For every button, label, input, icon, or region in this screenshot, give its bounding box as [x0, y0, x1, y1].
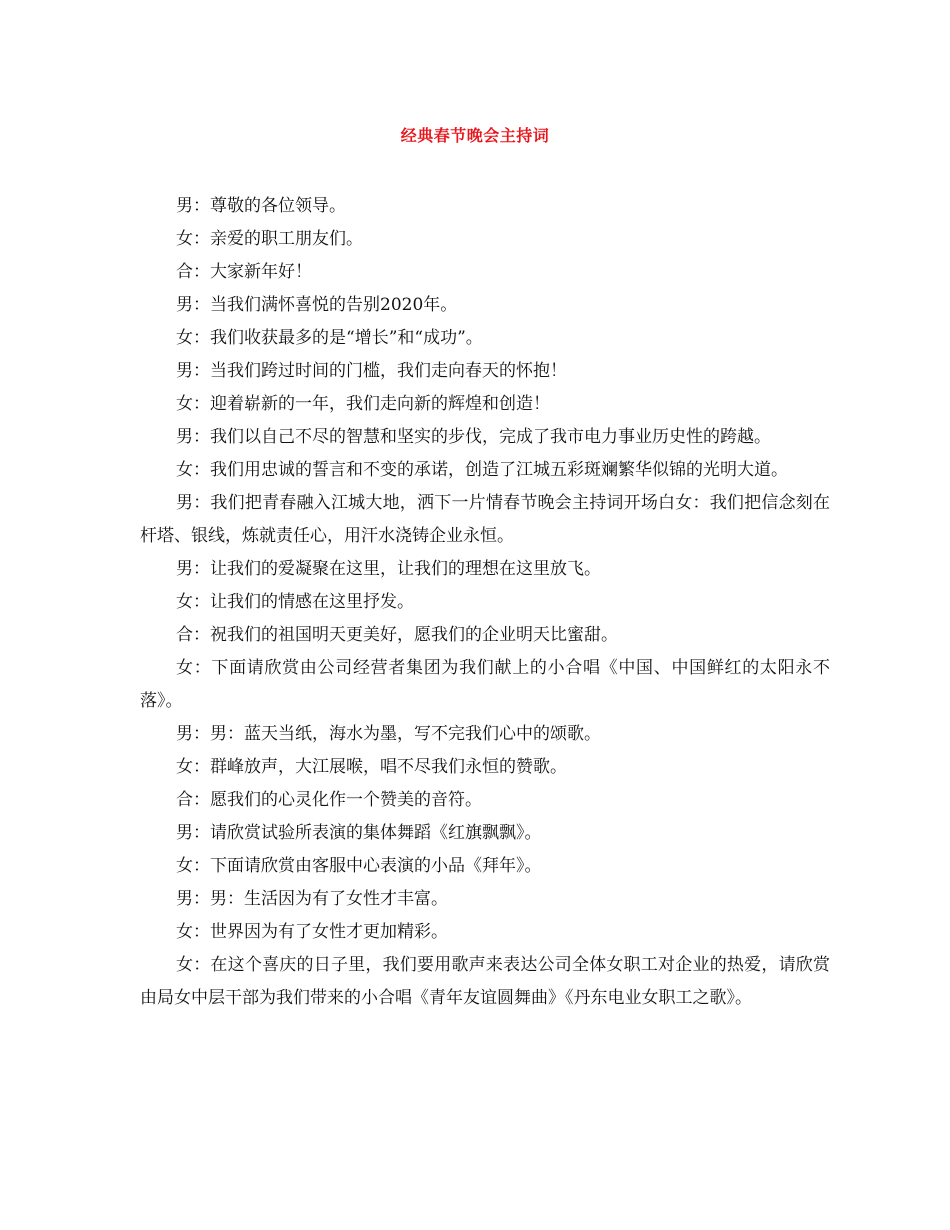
- paragraph: 女：下面请欣赏由公司经营者集团为我们献上的小合唱《中国、中国鲜红的太阳永不落》。: [140, 658, 830, 711]
- paragraph: 女：亲爱的职工朋友们。: [176, 229, 363, 249]
- document-body: [140, 190, 830, 1015]
- paragraph: 女：我们收获最多的是“增长”和“成功”。: [176, 328, 483, 348]
- paragraph: 男：当我们跨过时间的门槛，我们走向春天的怀抱！: [176, 361, 567, 381]
- paragraph: 女：群峰放声，大江展喉，唱不尽我们永恒的赞歌。: [176, 757, 567, 777]
- paragraph: 男：尊敬的各位领导。: [176, 196, 346, 216]
- paragraph: 合：祝我们的祖国明天更美好，愿我们的企业明天比蜜甜。: [176, 625, 618, 645]
- paragraph: 男：我们把青春融入江城大地，洒下一片情春节晚会主持词开场白女：我们把信念刻在杆塔、银线，炼就责任心，用汗水浇铸企业永恒。: [140, 493, 830, 546]
- paragraph: 女：让我们的情感在这里抒发。: [176, 592, 414, 612]
- paragraph: 男：我们以自己不尽的智慧和坚实的步伐，完成了我市电力事业历史性的跨越。: [176, 427, 771, 447]
- paragraph: 女：我们用忠诚的誓言和不变的承诺，创造了江城五彩斑斓繁华似锦的光明大道。: [176, 460, 788, 480]
- paragraph: 女：下面请欣赏由客服中心表演的小品《拜年》。: [176, 856, 542, 876]
- paragraph: 男：让我们的爱凝聚在这里，让我们的理想在这里放飞。: [176, 559, 601, 579]
- paragraph: 女：世界因为有了女性才更加精彩。: [176, 922, 448, 942]
- document-title: 经典春节晚会主持词: [400, 126, 550, 145]
- paragraph: 男：男：蓝天当纸，海水为墨，写不完我们心中的颂歌。: [176, 724, 601, 744]
- paragraph: 男：当我们满怀喜悦的告别2020年。: [176, 295, 458, 315]
- paragraph: 女：迎着崭新的一年，我们走向新的辉煌和创造！: [176, 394, 550, 414]
- paragraph: 男：请欣赏试验所表演的集体舞蹈《红旗飘飘》。: [176, 823, 542, 843]
- paragraph: 合：大家新年好！: [176, 262, 312, 282]
- paragraph: 合：愿我们的心灵化作一个赞美的音符。: [176, 790, 482, 810]
- paragraph: 男：男：生活因为有了女性才丰富。: [176, 889, 448, 909]
- paragraph: 女：在这个喜庆的日子里，我们要用歌声来表达公司全体女职工对企业的热爱，请欣赏由局女中层干部为我们带来的小合唱《青年友谊圆舞曲》《丹东电业女职工之歌》。: [140, 955, 830, 1008]
